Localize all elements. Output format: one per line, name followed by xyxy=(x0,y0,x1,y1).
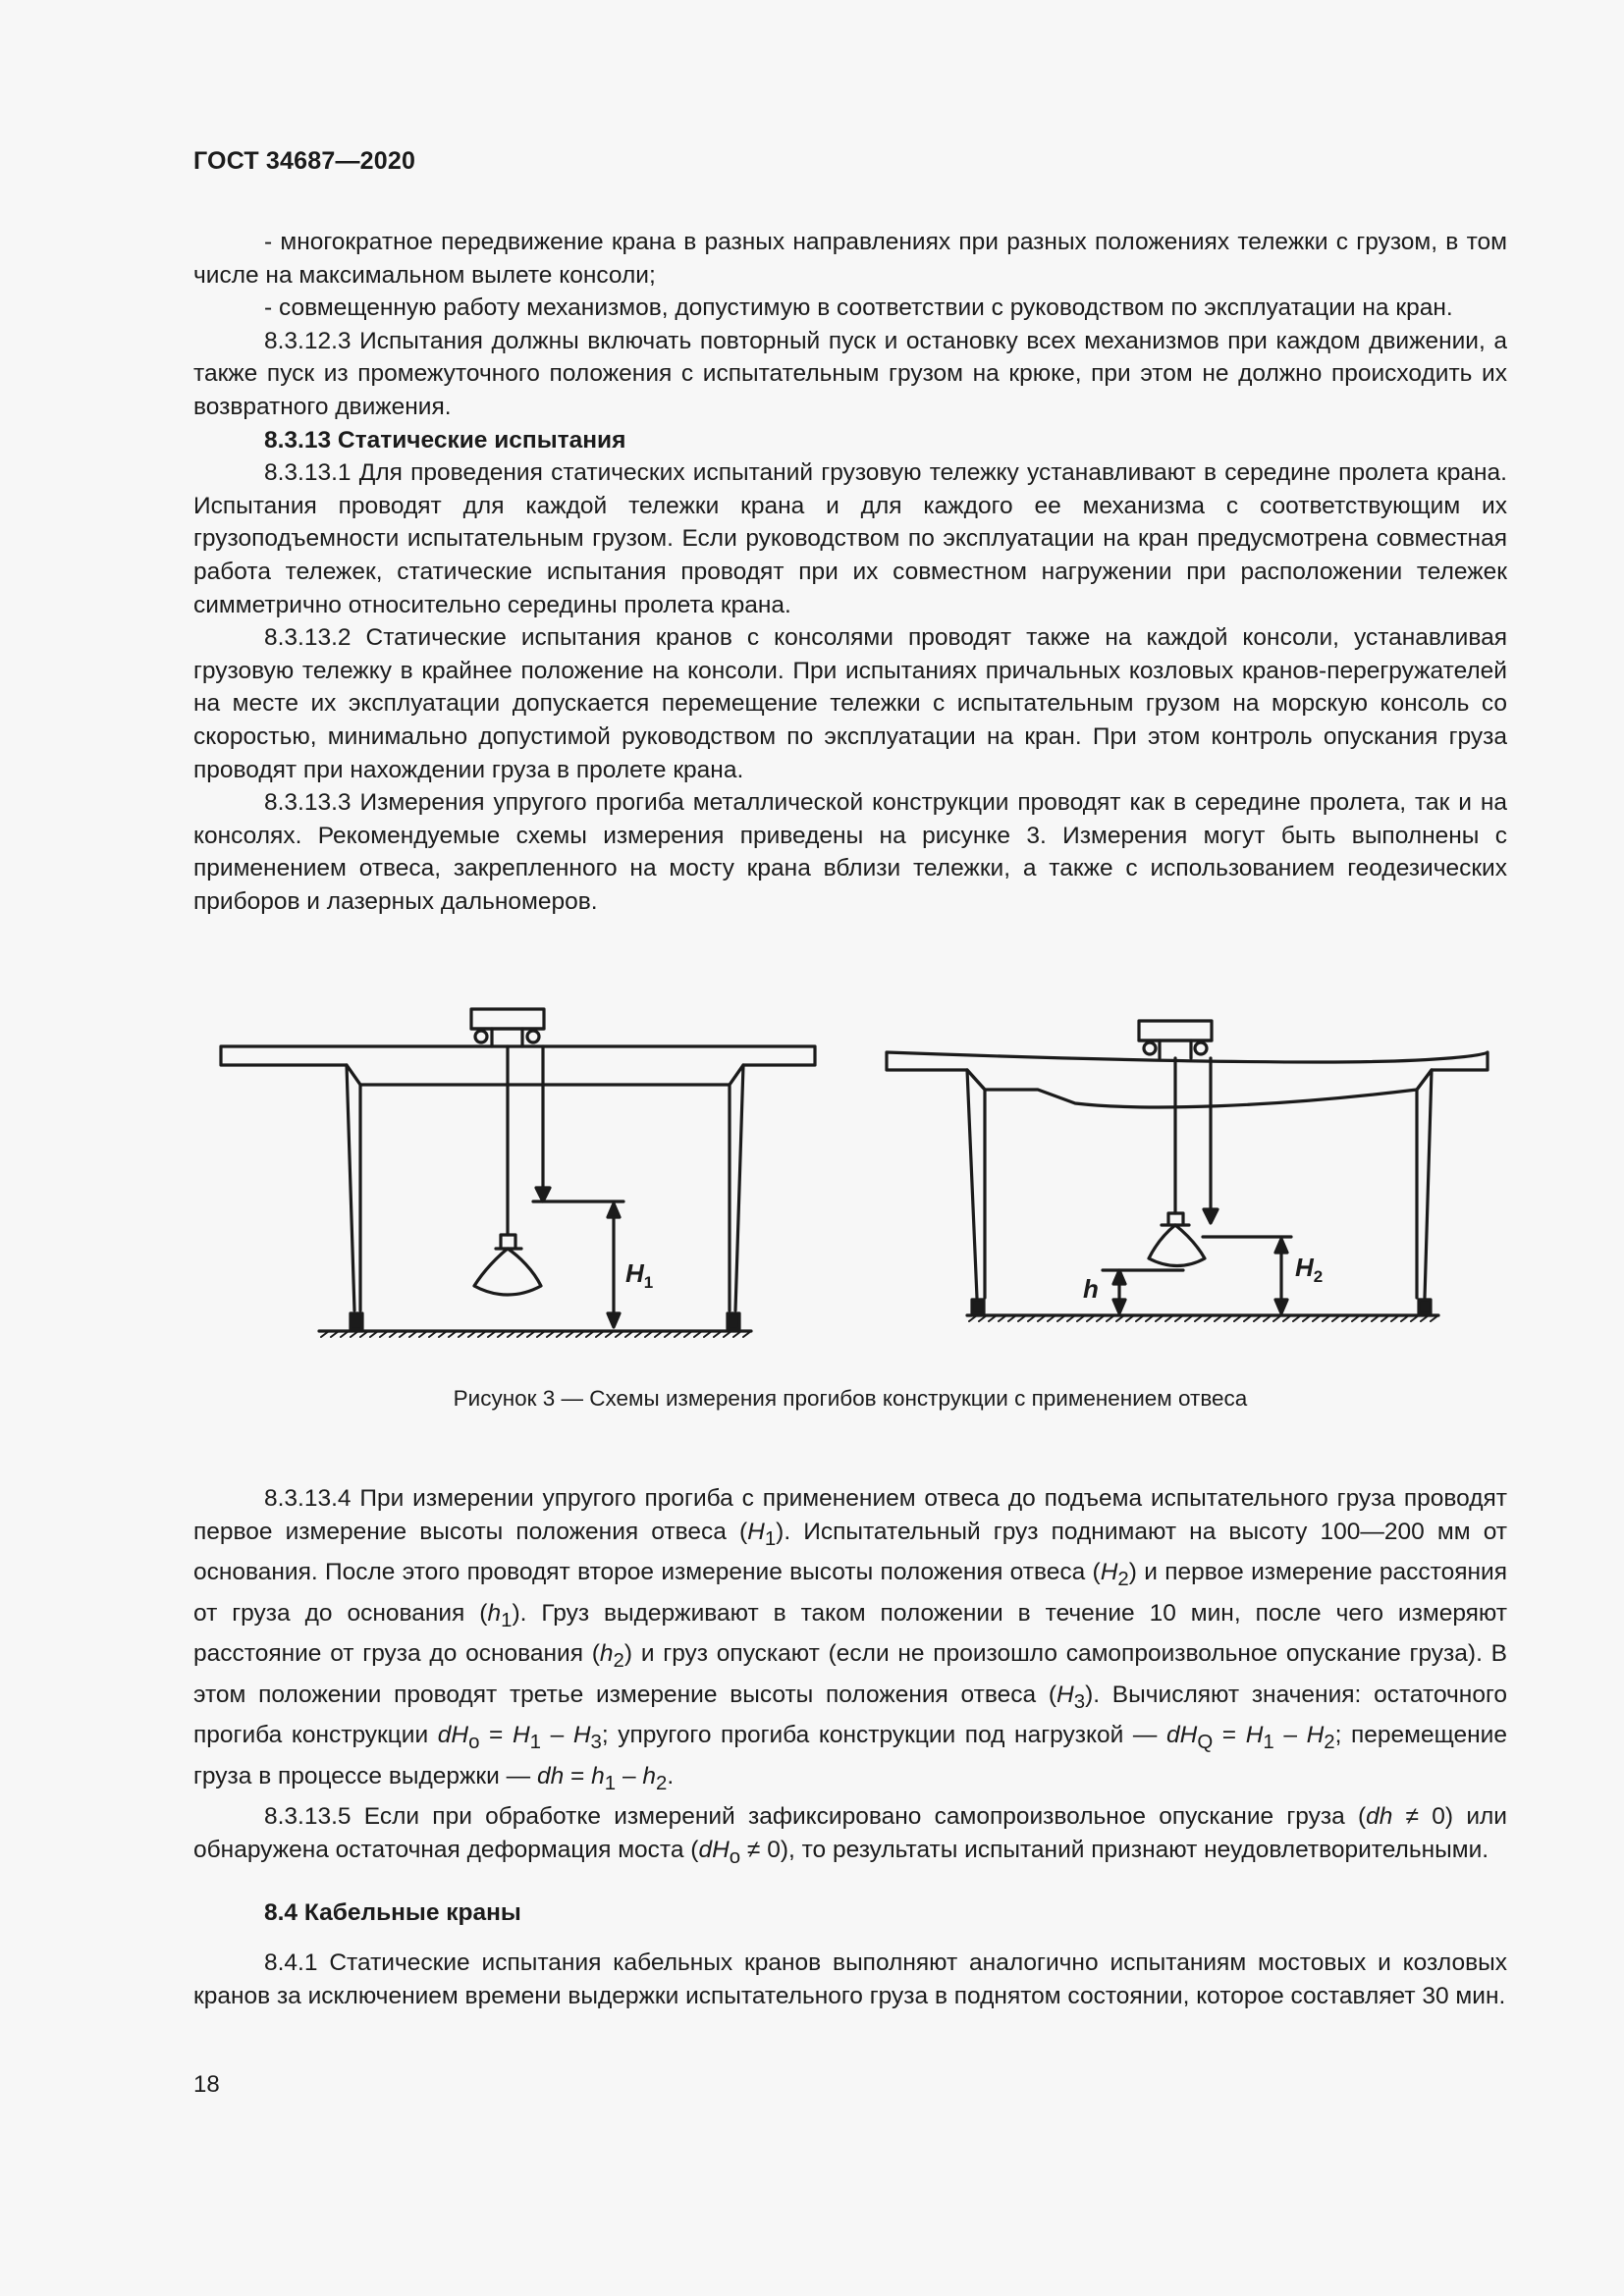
right-grab-bucket xyxy=(1149,1213,1205,1266)
document-header: ГОСТ 34687—2020 xyxy=(193,147,416,175)
paragraph: - многократное передвижение крана в разных направлениях при разных положениях тележки с грузом, в том числе на максимальном вылете консоли; xyxy=(193,229,1507,289)
text-block-3 xyxy=(193,1947,1507,2012)
right-crane-leg xyxy=(730,1065,743,1310)
right-trolley xyxy=(1139,1021,1212,1041)
figure-caption: Рисунок 3 — Схемы измерения прогибов конструкции с применением отвеса xyxy=(453,1386,1248,1411)
paragraph-8-3-13-5: 8.3.13.5 Если при обработке измерений зафиксировано самопроизвольное опускание груза (dh ≠ 0) или обнаружена остаточная деформация моста $(dH_o \ne 0)$, то результаты испытаний признают неудовлетворительными. xyxy=(193,1802,1507,1868)
left-crane-diagram xyxy=(221,1009,815,1337)
paragraph: - совмещенную работу механизмов, допустимую в соответствии с руководством по эксплуатации на кран. xyxy=(264,294,1453,322)
paragraph-8-4-1: 8.4.1 Статические испытания кабельных кранов выполняют аналогично испытаниям мостовых и козловых кранов за исключением времени выдержки испытательного груза в поднятом состоянии, которое составляет 30 мин. xyxy=(193,1949,1507,2009)
figure-3 xyxy=(211,991,1497,1355)
right-crane-right-leg xyxy=(1417,1070,1432,1298)
paragraph: 8.3.12.3 Испытания должны включать повторный пуск и остановку всех механизмов при каждом движении, а также пуск из промежуточного положения с испытательным грузом на крюке, при этом не должно происходить их возвратного движения. xyxy=(193,327,1507,420)
text-block-2 xyxy=(193,1482,1507,1874)
left-crane-girder xyxy=(221,1046,815,1085)
right-crane-left-leg xyxy=(967,1070,985,1298)
label-h: h xyxy=(1083,1274,1099,1304)
left-trolley xyxy=(471,1009,544,1029)
paragraph-8-3-13-4: 8.3.13.4 При измерении упругого прогиба с применением отвеса до подъема испытательного груза проводят первое измерение высоты положения отвеса $(H_1)$. Испытательный груз поднимают на высоту 100—200 мм от основания. После этого проводят второе измерение высоты положения отвеса $(H_2)$ и первое измерение расстояния от груза до основания $(h_1)$. Груз выдерживают в таком положении в течение 10 мин, после чего измеряют расстояние от груза до основания $(h_2)$ и груз опускают (если не произошло самопроизвольное опускание груза). В этом положении проводят третье измерение высоты положения отвеса $(H_3)$. Вычисляют значения: остаточного прогиба конструкции $dH_o = H_1 - H_3$; упругого прогиба конструкции под нагрузкой — $dH_Q = H_1 - H_2$; перемещение груза в процессе выдержки — dh = $h_1 - h_2$. xyxy=(193,1485,1508,1794)
text-block-1 xyxy=(193,226,1507,918)
section-heading-8-4: 8.4 Кабельные краны xyxy=(264,1899,521,1926)
figure-3-diagram xyxy=(211,991,1497,1355)
page-number: 18 xyxy=(193,2071,220,2098)
paragraph: 8.3.13.3 Измерения упругого прогиба металлической конструкции проводят как в середине пролета, так и на консолях. Рекомендуемые схемы измерения приведены на рисунке 3. Измерения могут быть выполнены с применением отвеса, закрепленного на мосту крана вблизи тележки, а также с использованием геодезических приборов и лазерных дальномеров. xyxy=(193,789,1507,915)
right-crane-diagram xyxy=(887,1021,1488,1321)
label-H1: $H_1$ xyxy=(625,1258,654,1292)
paragraph: 8.3.13.2 Статические испытания кранов с консолями проводят также на каждой консоли, устанавливая грузовую тележку в крайнее положение на консоли. При испытаниях причальных козловых кранов-перегружателей на месте их эксплуатации допускается перемещение тележки с испытательным грузом на морскую консоль со скоростью, минимально допустимой руководством по эксплуатации на кран. При этом контроль опускания груза проводят при нахождении груза в пролете крана. xyxy=(193,624,1507,783)
left-grab-bucket xyxy=(474,1235,541,1295)
paragraph: 8.3.13.1 Для проведения статических испытаний грузовую тележку устанавливают в середине пролета крана. Испытания проводят для каждой тележки крана и для каждого ее механизма с соответствующим их грузоподъемности испытательным грузом. Если руководством по эксплуатации на кран предусмотрена совместная работа тележек, статические испытания проводят при их совместном нагружении при расположении тележек симметрично относительно середины пролета крана. xyxy=(193,459,1507,618)
section-heading-8-3-13: 8.3.13 Статические испытания xyxy=(264,426,626,454)
left-crane-leg xyxy=(347,1065,360,1310)
label-H2: $H_2$ xyxy=(1295,1253,1324,1286)
